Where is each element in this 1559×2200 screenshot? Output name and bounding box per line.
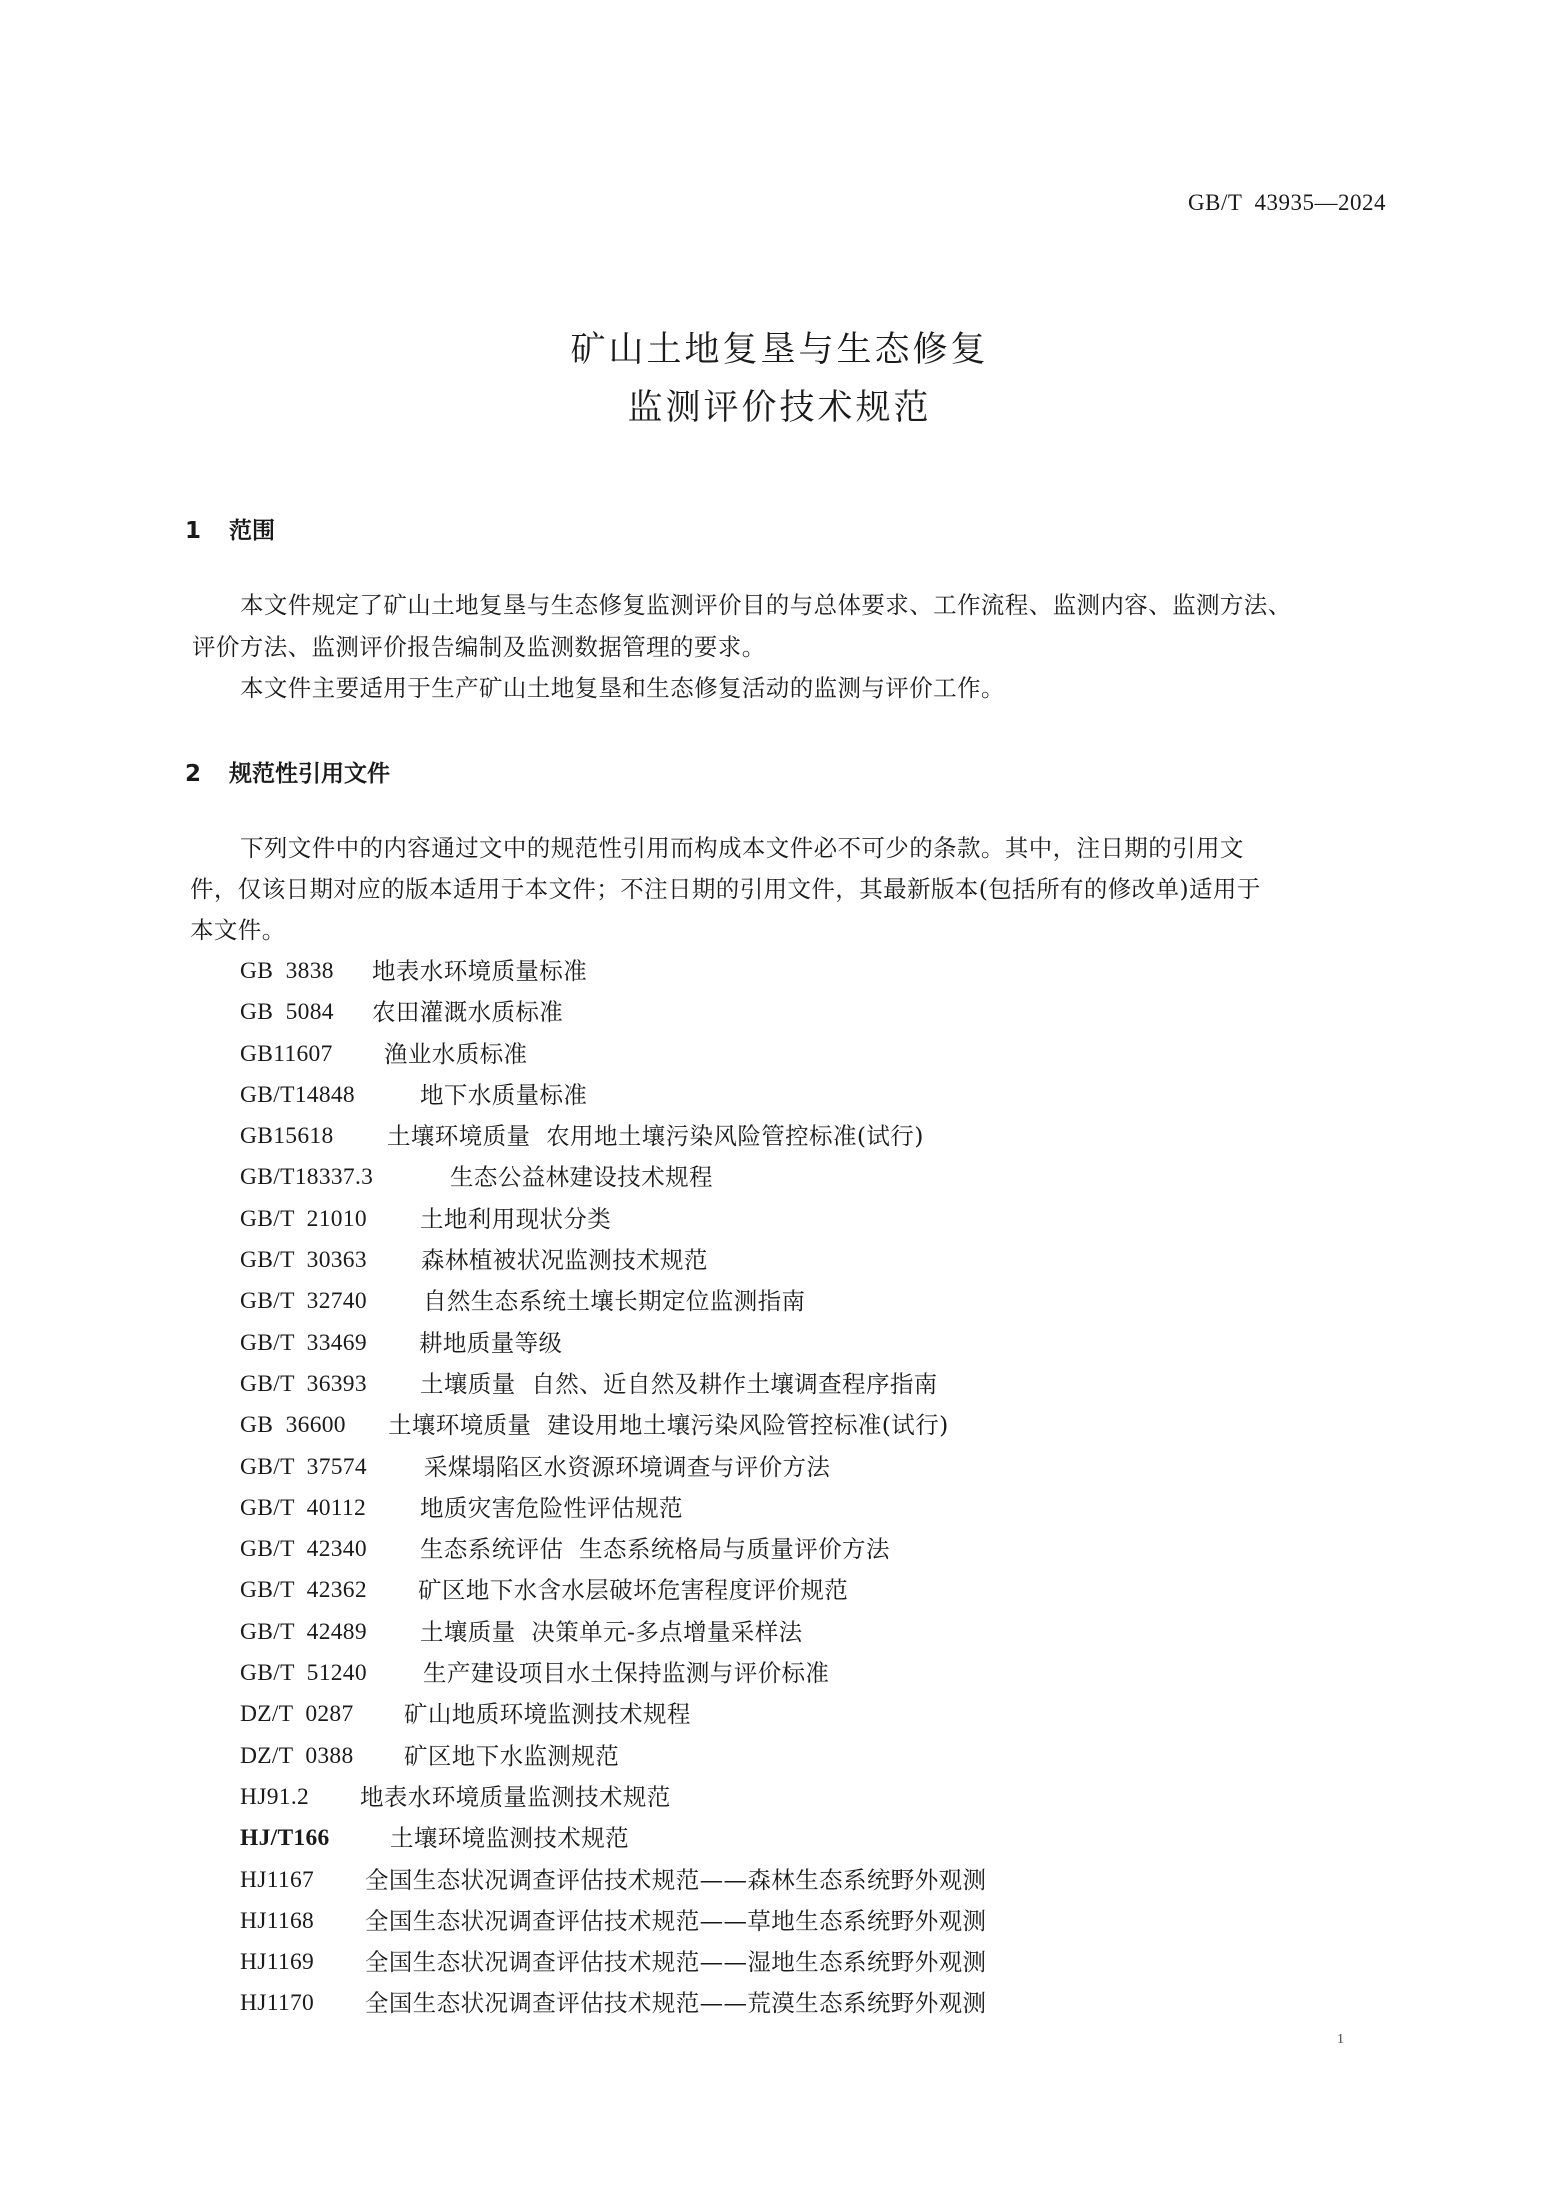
- reference-code: DZ/T 0287: [240, 1701, 354, 1728]
- reference-title: 土壤质量 自然、近自然及耕作土壤调查程序指南: [420, 1369, 938, 1398]
- reference-title: 地质灾害危险性评估规范: [420, 1493, 683, 1522]
- section-heading-scope: [185, 512, 275, 545]
- reference-code: GB/T 36393: [240, 1370, 367, 1397]
- reference-code: DZ/T 0388: [240, 1742, 354, 1769]
- reference-code: GB/T14848: [240, 1081, 355, 1108]
- reference-title: 全国生态状况调查评估技术规范——荒漠生态系统野外观测: [365, 1989, 987, 2018]
- reference-title: 地表水环境质量标准: [372, 957, 588, 985]
- reference-code: GB/T 33469: [240, 1329, 367, 1356]
- section-heading-normative-references: [185, 755, 390, 788]
- reference-title: 地表水环境质量监测技术规范: [360, 1782, 671, 1811]
- reference-title: 生态公益林建设技术规程: [450, 1163, 713, 1192]
- reference-title: 土地利用现状分类: [420, 1204, 612, 1233]
- reference-title: 矿区地下水监测规范: [404, 1741, 620, 1770]
- refs-intro-line-1: 下列文件中的内容通过文中的规范性引用而构成本文件必不可少的条款。其中，注日期的引用文: [240, 834, 1244, 862]
- reference-code: GB/T 51240: [240, 1660, 367, 1687]
- reference-title: 土壤环境质量 建设用地土壤污染风险管控标准(试行): [388, 1411, 949, 1440]
- reference-title: 土壤质量 决策单元-多点增量采样法: [420, 1617, 803, 1646]
- reference-title: 地下水质量标准: [420, 1080, 588, 1109]
- document-title-line-1: 矿山土地复垦与生态修复: [570, 330, 989, 370]
- reference-code: GB 36600: [240, 1412, 346, 1439]
- reference-title: 自然生态系统土壤长期定位监测指南: [423, 1287, 806, 1316]
- reference-code: GB15618: [240, 1123, 334, 1150]
- reference-code: HJ1167: [240, 1866, 315, 1893]
- reference-code: GB/T 30363: [240, 1247, 367, 1274]
- document-title-line-2: 监测评价技术规范: [627, 388, 932, 428]
- reference-title: 采煤塌陷区水资源环境调查与评价方法: [424, 1452, 831, 1481]
- reference-code: HJ1168: [240, 1907, 315, 1934]
- reference-title: 土壤环境监测技术规范: [390, 1824, 629, 1853]
- reference-code: HJ1169: [240, 1949, 315, 1976]
- reference-code: GB11607: [240, 1040, 333, 1067]
- reference-title: 渔业水质标准: [384, 1039, 528, 1068]
- reference-code: GB 5084: [240, 999, 334, 1026]
- reference-title: 矿区地下水含水层破坏危害程度评价规范: [418, 1576, 849, 1605]
- scope-paragraph-1-line-1: 本文件规定了矿山土地复垦与生态修复监测评价目的与总体要求、工作流程、监测内容、监测方法、: [240, 591, 1292, 619]
- reference-code: GB/T 21010: [240, 1205, 367, 1232]
- reference-code: GB/T 37574: [240, 1453, 367, 1480]
- reference-code: GB/T 32740: [240, 1288, 367, 1315]
- section-number: 1: [185, 518, 202, 544]
- reference-code: HJ91.2: [240, 1783, 310, 1810]
- reference-code: GB/T 40112: [240, 1494, 367, 1521]
- reference-title: 农田灌溉水质标准: [372, 998, 564, 1027]
- section-number: 2: [185, 761, 202, 787]
- refs-intro-line-2: 件，仅该日期对应的版本适用于本文件；不注日期的引用文件，其最新版本(包括所有的修改单)适用于: [190, 875, 1261, 903]
- reference-title: 生产建设项目水土保持监测与评价标准: [423, 1659, 830, 1688]
- reference-code: GB/T 42362: [240, 1577, 367, 1604]
- reference-title: 森林植被状况监测技术规范: [421, 1246, 708, 1275]
- reference-title: 耕地质量等级: [419, 1328, 563, 1357]
- reference-code: HJ1170: [240, 1990, 315, 2017]
- refs-intro-line-3: 本文件。: [190, 916, 286, 944]
- reference-title: 全国生态状况调查评估技术规范——草地生态系统野外观测: [365, 1906, 987, 1935]
- reference-code: GB/T18337.3: [240, 1164, 374, 1191]
- standard-number: GB/T 43935—2024: [1188, 190, 1386, 215]
- section-title: 范围: [229, 518, 275, 544]
- reference-code: GB/T 42340: [240, 1536, 367, 1563]
- reference-title: 生态系统评估 生态系统格局与质量评价方法: [420, 1535, 890, 1564]
- reference-code: HJ/T166: [240, 1825, 330, 1852]
- reference-title: 土壤环境质量 农用地土壤污染风险管控标准(试行): [387, 1122, 924, 1151]
- reference-code: GB 3838: [240, 958, 334, 984]
- scope-paragraph-1-line-2: 评价方法、监测评价报告编制及监测数据管理的要求。: [192, 633, 766, 661]
- reference-title: 全国生态状况调查评估技术规范——湿地生态系统野外观测: [365, 1948, 987, 1977]
- reference-title: 全国生态状况调查评估技术规范——森林生态系统野外观测: [365, 1865, 987, 1894]
- scope-paragraph-2: 本文件主要适用于生产矿山土地复垦和生态修复活动的监测与评价工作。: [240, 674, 1005, 702]
- page-number: 1: [1337, 2032, 1344, 2047]
- section-title: 规范性引用文件: [229, 761, 390, 787]
- reference-title: 矿山地质环境监测技术规程: [404, 1700, 691, 1729]
- reference-code: GB/T 42489: [240, 1618, 367, 1645]
